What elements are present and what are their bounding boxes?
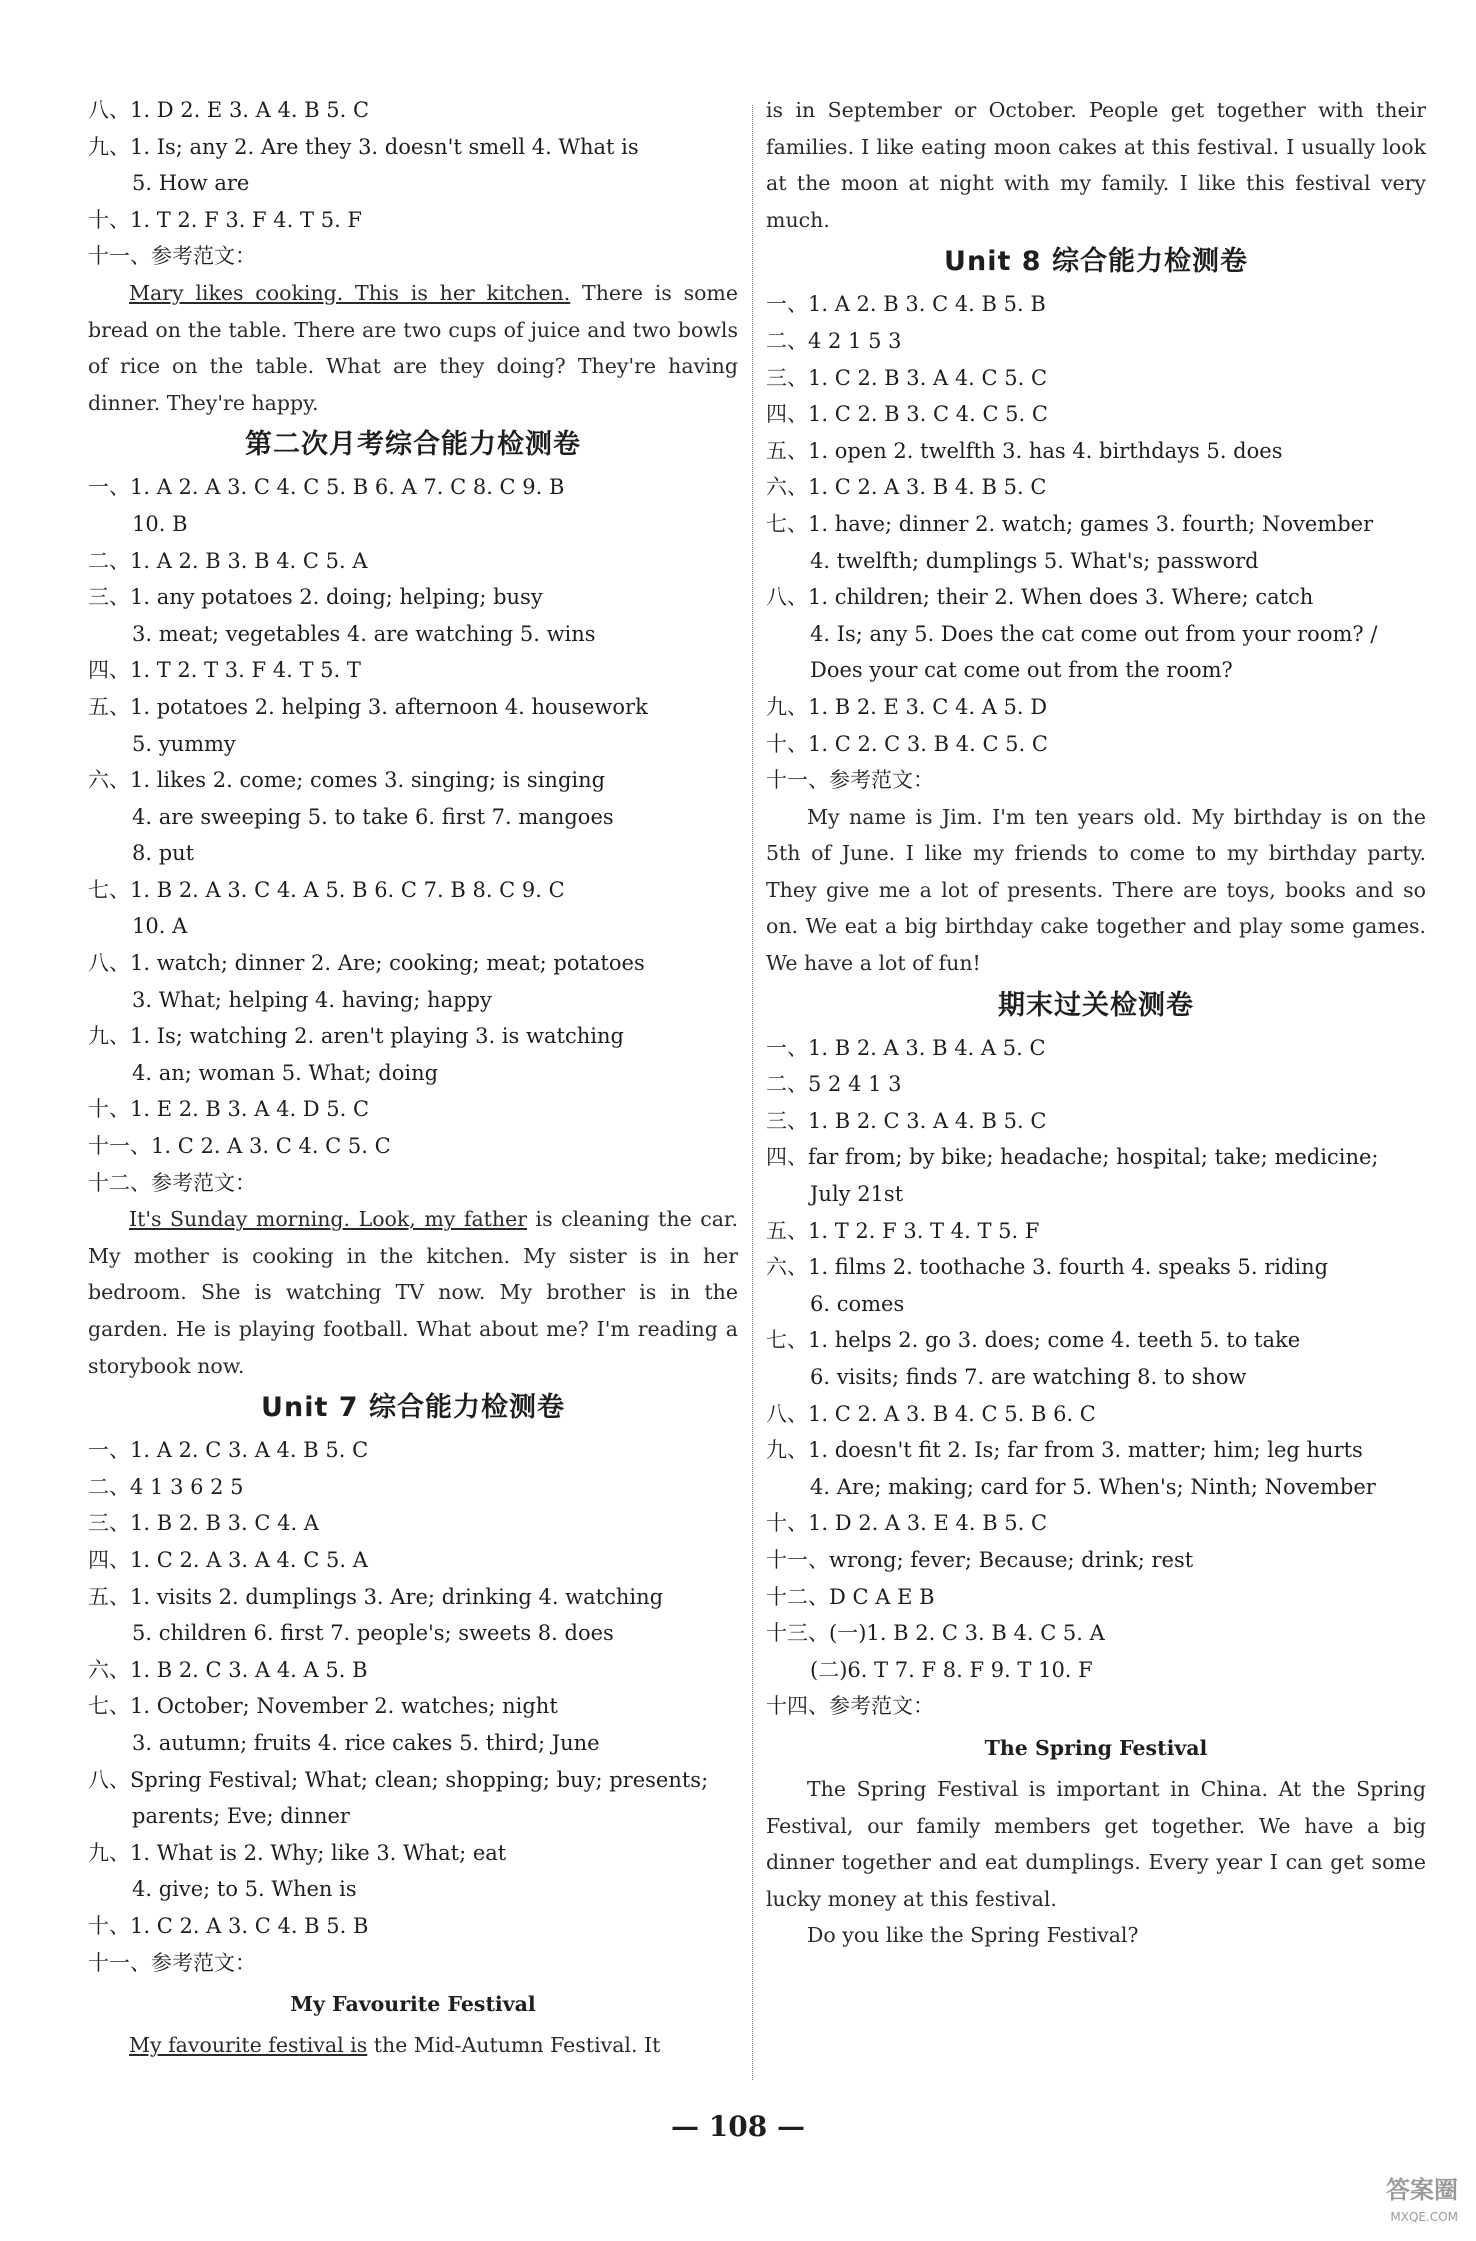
answer-line: 四、1. C 2. A 3. A 4. C 5. A <box>88 1547 368 1572</box>
essay-heading: 十一、参考范文： <box>88 1950 256 1975</box>
answer-line: 三、1. B 2. B 3. C 4. A <box>88 1511 319 1536</box>
answer-line: 六、1. C 2. A 3. B 4. B 5. C <box>766 475 1047 500</box>
answer-line: 九、1. Is; any 2. Are they 3. doesn't smell 4. What is <box>88 134 639 159</box>
answer-line: 四、far from; by bike; headache; hospital; take; medicine; <box>766 1145 1379 1170</box>
essay-text: is cleaning the car. My mother is cooking in the kitchen. My sister is in her bedroom. She is watching TV now. My brother is in the garden. He is playing football. What about me? I'm reading a storybook now. <box>88 1207 738 1378</box>
essay-text: There is some bread on the table. There are two cups of juice and two bowls of rice on the table. What are they doing? They're having dinner. They're happy. <box>88 280 739 415</box>
watermark-logo <box>1308 2172 1458 2234</box>
watermark-url: MXQE.COM <box>1390 2210 1458 2224</box>
answer-line: 十一、1. C 2. A 3. C 4. C 5. C <box>88 1134 391 1159</box>
answer-line: 十一、wrong; fever; Because; drink; rest <box>766 1547 1194 1572</box>
answer-line: 二、5 2 4 1 3 <box>766 1072 902 1097</box>
essay-heading: 十二、参考范文： <box>88 1170 256 1195</box>
answer-line: 4. twelfth; dumplings 5. What's; password <box>810 548 1259 573</box>
essay-underlined-text: My favourite festival is <box>129 2033 368 2058</box>
essay-text: the Mid-Autumn Festival. It <box>367 2033 661 2058</box>
answer-line: 七、1. helps 2. go 3. does; come 4. teeth 5. to take <box>766 1328 1301 1353</box>
sample-essay-spring-festival: The Spring Festival is important in China. At the Spring Festival, our family members get together. We have a big dinner together and eat dumplings. Every year I can get some lucky money at this festival. <box>766 1776 1426 1911</box>
answer-line: 二、1. A 2. B 3. B 4. C 5. A <box>88 548 368 573</box>
essay-underlined-text: It's Sunday morning. Look, my father <box>129 1207 528 1232</box>
answer-line: 十三、(一)1. B 2. C 3. B 4. C 5. A <box>766 1621 1105 1646</box>
answer-line: 十、1. C 2. A 3. C 4. B 5. B <box>88 1913 369 1938</box>
answer-line: 八、1. D 2. E 3. A 4. B 5. C <box>88 98 370 122</box>
column-divider <box>752 105 753 2080</box>
essay-title: The Spring Festival <box>984 1735 1208 1760</box>
answer-line: 五、1. open 2. twelfth 3. has 4. birthdays 5. does <box>766 438 1283 463</box>
section-title: Unit 7 综合能力检测卷 <box>261 1392 565 1424</box>
answer-line: 十、1. T 2. F 3. F 4. T 5. F <box>88 207 362 232</box>
answer-line: 一、1. A 2. B 3. C 4. B 5. B <box>766 292 1046 317</box>
answer-line: 一、1. A 2. C 3. A 4. B 5. C <box>88 1438 369 1463</box>
essay-title: My Favourite Festival <box>290 1992 536 2017</box>
answer-line: 六、1. likes 2. come; comes 3. singing; is singing <box>88 768 606 793</box>
answer-line: 4. give; to 5. When is <box>132 1877 357 1902</box>
answer-line: 六、1. B 2. C 3. A 4. A 5. B <box>88 1657 368 1682</box>
answer-line: 六、1. films 2. toothache 3. fourth 4. speaks 5. riding <box>766 1255 1329 1280</box>
answer-line: 5. yummy <box>132 731 236 756</box>
section-title: Unit 8 综合能力检测卷 <box>944 246 1248 278</box>
answer-line: 3. meat; vegetables 4. are watching 5. wins <box>132 621 596 646</box>
page-number: — 108 — <box>671 2110 805 2143</box>
answer-line: parents; Eve; dinner <box>132 1804 350 1829</box>
answer-line: 二、4 2 1 5 3 <box>766 328 902 353</box>
watermark-title: 答案圈 <box>1386 2176 1458 2204</box>
answer-line: 八、1. watch; dinner 2. Are; cooking; meat; potatoes <box>88 951 645 976</box>
answer-line: 4. an; woman 5. What; doing <box>132 1060 439 1085</box>
sample-essay-festival-continued: is in September or October. People get together with their families. I like eating moon cakes at this festival. I usually look at the moon at night with my family. I like this festival very much. <box>766 98 1426 232</box>
answer-line: 一、1. B 2. A 3. B 4. A 5. C <box>766 1035 1046 1060</box>
answer-line: 10. A <box>132 914 188 939</box>
answer-line: 九、1. doesn't fit 2. Is; far from 3. matter; him; leg hurts <box>766 1438 1363 1463</box>
answer-line: 4. Are; making; card for 5. When's; Ninth; November <box>810 1474 1376 1499</box>
answer-line: 八、1. C 2. A 3. B 4. C 5. B 6. C <box>766 1401 1096 1426</box>
answer-line: 九、1. What is 2. Why; like 3. What; eat <box>88 1840 507 1865</box>
answer-line: July 21st <box>810 1182 904 1207</box>
essay-heading: 十一、参考范文： <box>88 244 256 269</box>
answer-line: 6. comes <box>810 1291 905 1316</box>
answer-line: 三、1. any potatoes 2. doing; helping; busy <box>88 585 543 610</box>
sample-essay-spring-festival-question: Do you like the Spring Festival? <box>807 1923 1139 1948</box>
answer-line: 十、1. E 2. B 3. A 4. D 5. C <box>88 1097 370 1122</box>
answer-line: 四、1. C 2. B 3. C 4. C 5. C <box>766 402 1048 427</box>
section-title: 期末过关检测卷 <box>998 989 1194 1021</box>
answer-line: 五、1. visits 2. dumplings 3. Are; drinking 4. watching <box>88 1584 664 1609</box>
answer-line: 九、1. Is; watching 2. aren't playing 3. is watching <box>88 1024 624 1049</box>
sample-essay-sunday <box>88 1201 738 1384</box>
answer-line: 3. What; helping 4. having; happy <box>132 987 492 1012</box>
answer-line: 二、4 1 3 6 2 5 <box>88 1474 244 1499</box>
answer-line: 8. put <box>132 841 195 866</box>
answer-line: 4. Is; any 5. Does the cat come out from your room? / <box>810 621 1378 646</box>
answer-line: 三、1. C 2. B 3. A 4. C 5. C <box>766 365 1048 390</box>
answer-line: 四、1. T 2. T 3. F 4. T 5. T <box>88 658 361 683</box>
answer-line: 七、1. have; dinner 2. watch; games 3. fourth; November <box>766 511 1374 536</box>
answer-line: 八、Spring Festival; What; clean; shopping; buy; presents; <box>88 1767 709 1792</box>
answer-line: 十、1. D 2. A 3. E 4. B 5. C <box>766 1511 1048 1536</box>
answer-line: 3. autumn; fruits 4. rice cakes 5. third; June <box>132 1730 600 1755</box>
essay-heading: 十一、参考范文： <box>766 768 934 793</box>
left-column <box>88 92 738 2064</box>
essay-heading: 十四、参考范文： <box>766 1694 934 1719</box>
answer-line: 十二、D C A E B <box>766 1584 935 1609</box>
answer-line: 5. children 6. first 7. people's; sweets 8. does <box>132 1621 614 1646</box>
answer-line: Does your cat come out from the room? <box>810 658 1233 683</box>
answer-line: 4. are sweeping 5. to take 6. first 7. mangoes <box>132 804 614 829</box>
answer-line: 七、1. October; November 2. watches; night <box>88 1694 558 1719</box>
answer-line: 一、1. A 2. A 3. C 4. C 5. B 6. A 7. C 8. C 9. B <box>88 475 565 500</box>
answer-line: 七、1. B 2. A 3. C 4. A 5. B 6. C 7. B 8. C 9. C <box>88 877 565 902</box>
answer-line: 6. visits; finds 7. are watching 8. to show <box>810 1365 1247 1389</box>
sample-essay-festival-start <box>88 2027 738 2064</box>
sample-essay-kitchen <box>88 275 738 421</box>
answer-line: 五、1. potatoes 2. helping 3. afternoon 4. housework <box>88 694 648 719</box>
answer-line: 十、1. C 2. C 3. B 4. C 5. C <box>766 731 1048 756</box>
sample-essay-birthday: My name is Jim. I'm ten years old. My birthday is on the 5th of June. I like my friends to come to my birthday party. They give me a lot of presents. There are toys, books and so on. We eat a big birthday cake together and play some games. We have a lot of fun! <box>766 804 1426 976</box>
essay-underlined-text: Mary likes cooking. This is her kitchen. <box>129 280 571 305</box>
answer-line: (二)6. T 7. F 8. F 9. T 10. F <box>810 1657 1093 1682</box>
answer-line: 10. B <box>132 511 188 536</box>
answer-line: 五、1. T 2. F 3. T 4. T 5. F <box>766 1218 1040 1243</box>
answer-line: 5. How are <box>132 171 250 196</box>
answer-line: 八、1. children; their 2. When does 3. Where; catch <box>766 585 1314 610</box>
answer-line: 九、1. B 2. E 3. C 4. A 5. D <box>766 694 1048 719</box>
right-column <box>766 92 1426 1954</box>
answer-line: 三、1. B 2. C 3. A 4. B 5. C <box>766 1108 1047 1133</box>
section-title: 第二次月考综合能力检测卷 <box>245 429 581 461</box>
